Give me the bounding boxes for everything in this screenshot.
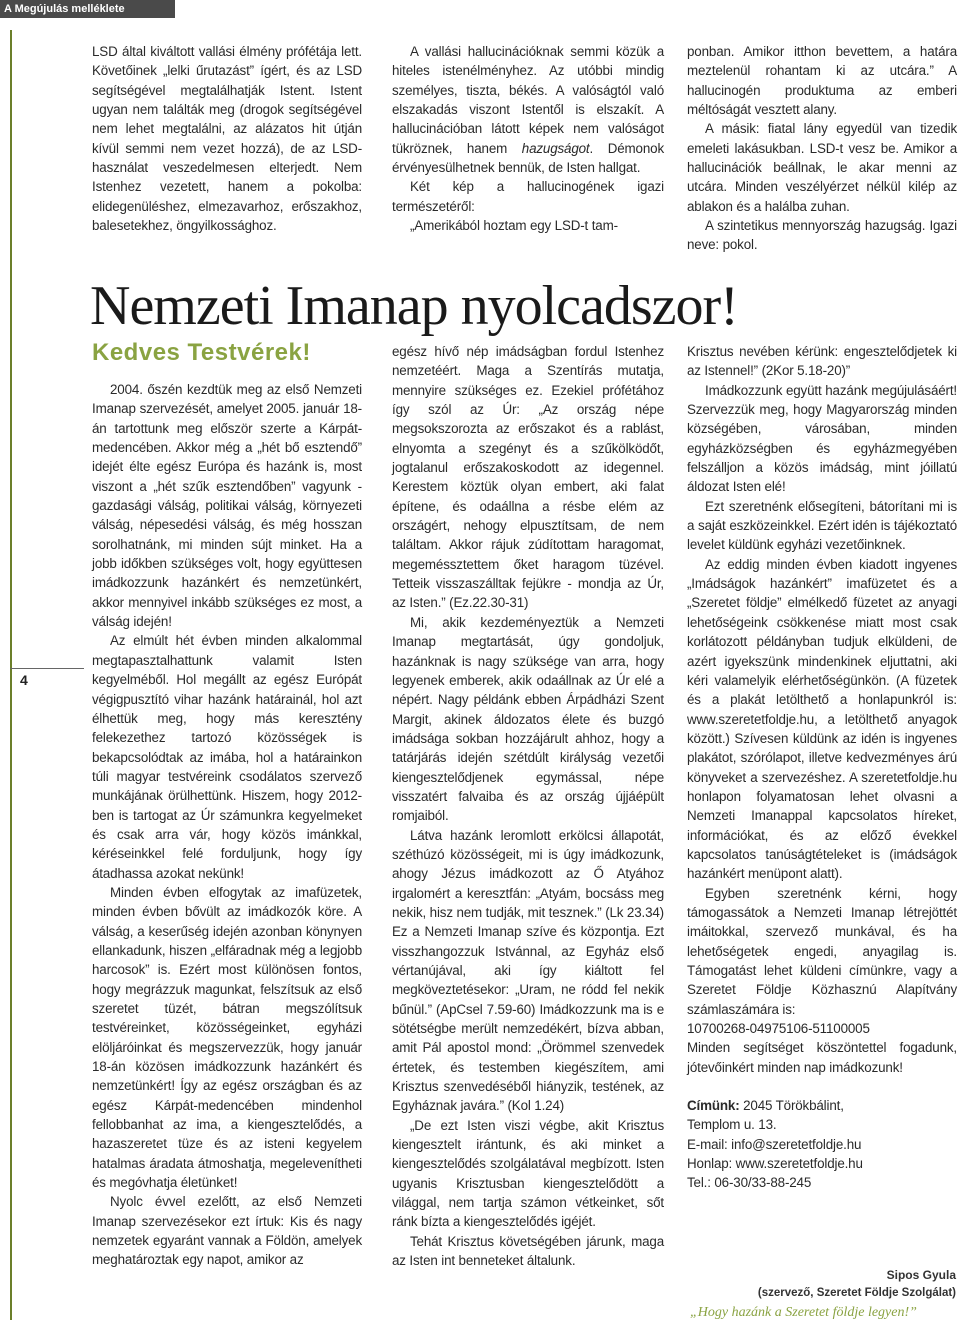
article-greeting: Kedves Testvérek! bbox=[92, 339, 311, 366]
paragraph: Tehát Krisztus követségében járunk, maga az Isten int benneteket általunk. bbox=[392, 1233, 664, 1269]
top-column-2 bbox=[392, 42, 664, 235]
text-run: . Démonok érvényesülhetnek bennük, de Isten hallgat. bbox=[392, 140, 664, 176]
paragraph: 2004. őszén kezdtük meg az első Nemzeti Imanap szervezését, amelyet 2005. január 18-án tartottunk meg először szerte a Kárpát-medencében. Akkor még a „hét bő esztendő” idejét élte egész Európa és hazánk is, most viszont a „hét szűk esztendőben” vagyunk - gazdasági válság, politikai válság, környezeti válság, népesedési válság, és még hosszan sorolhatnánk, mi minden sújt minket. Ha a jobb időkben szükséges volt, hogy együttesen imádkozzunk hazánkért és nemzetünkért, akkor mennyivel inkább szükséges ez most, a válság idején! bbox=[92, 382, 362, 630]
emphasis-text: hazugságot bbox=[521, 140, 590, 156]
top-column-1 bbox=[92, 42, 362, 235]
paragraph: „Amerikából hoztam egy LSD-t tam- bbox=[410, 218, 618, 234]
paragraph: Imádkozzunk együtt hazánk megújulásáért! Szervezzük meg, hogy Magyarország minden községében, városában, minden egyházközségben és egyházmegyében felszálljon a közös imádság, mint jóillatú áldozat Isten elé! bbox=[687, 382, 957, 495]
contact-label: Címünk: bbox=[687, 1098, 740, 1114]
article-column-3 bbox=[687, 342, 957, 1193]
slogan: „Hogy hazánk a Szeretet földje legyen!” bbox=[690, 1305, 917, 1320]
paragraph: Látva hazánk leromlott erkölcsi állapotát, széthúzó közösségeit, mi is úgy imádkozunk, ahogy Jézus imádkozott az Ő Atyához irgalomért a keresztfán: „Atyám, bocsáss meg nekik, hisz nem tudják, mit tesznek.” (Lk 23.34) Ez a Nemzeti Imanap szíve és központja. Ezt visszhangozzuk Istvánnal, az Egyház első vértanújával, aki így kiáltott fel megköveztetésekor: „Uram, ne ródd fel nekik bűnül.” (ApCsel 7.59-60) Imádkozzunk ma is e sötétségbe merült nemzedékért, bízva abban, amit Pál apostol mond: „Örömmel szenvedek értetek, és testemben kiegészítem, ami Krisztus szenvedéséből hiányzik, testének, az Egyháznak javára.” (Kol 1.24) bbox=[392, 827, 664, 1114]
paragraph bbox=[392, 42, 664, 177]
paragraph: Minden évben elfogytak az imafüzetek, minden évben bővült az imádkozók köre. A válság, a keserűség idején azonban könynyen ellankadunk, hiszen „elfáradnak még a legjobb harcosok” is. Ezért most különösen fontos, hogy megrázzuk magunkat, felszítsuk az első szeretet tüzét, bátran megszólítsuk testvéreinket, közösségeinket, egyházi elöljáróinkat és megszervezzük, hogy január 18-án közösen imádkozzunk hazánkért és nemzetünkért! Így az egész országban és az egész Kárpát-medencében mindenhol fellobbanhat az ima, a kiengesztelődés, a hazaszeretet tüze és az isteni kegyelem hatalmas áradata átmoshatja, megelevenítheti és megóvhatja életünket! bbox=[92, 884, 362, 1191]
margin-rule bbox=[10, 30, 12, 1320]
paragraph: Krisztus nevében kérünk: engesztelődjetek ki az Istennel!” (2Kor 5.18-20)” bbox=[687, 344, 957, 379]
text-run: A vallási hallucinációknak semmi közük a hiteles istenélményhez. Az utóbbi mindig személyes, tiszta, békés. A valóságtól való elszakadás viszont Istentől is elszakít. A hallucinációban látott képek nem valóságot tükröznek, hanem bbox=[392, 44, 664, 156]
paragraph: LSD által kiváltott vallási élmény prófétája lett. Követőinek „lelki űrutazást” ígért, és az LSD segítségével megtalálhatják Istent. Istent ugyan nem találták meg (drogok segítségével nem lehet megtalálni, az alázatos hit útján kívül semmi nem vezet hozzá), de az LSD-használat veszedelmesen elterjedt. Nem Istenhez vezetett, hanem a pokolba: elidegenüléshez, elmezavarhoz, erőszakhoz, balesetekhez, öngyilkossághoz. bbox=[92, 44, 362, 234]
contact-website: Honlap: www.szeretetfoldje.hu bbox=[687, 1156, 863, 1172]
contact-address-1: 2045 Törökbálint, bbox=[743, 1098, 844, 1114]
bank-account-number: 10700268-04975106-51100005 bbox=[687, 1021, 870, 1037]
article-title: Nemzeti Imanap nyolcadszor! bbox=[90, 275, 738, 337]
paragraph: Az elmúlt hét évben minden alkalommal megtapasztalhattunk valamit Isten kegyelméből. Hol megállt az egész Európát végigpusztító vihar hazánk határainál, hol azt élhettük meg, hogy más keresztény felekezethez tartozó közösségek is bekapcsolódtak az imába, hol a határainkon túli magyar testvéreink csodálatos szervező munkájának örülhettünk. Hiszem, hogy 2012-ben is tartogat az Úr számunkra kegyelmeket és csak arra vár, hogy közös imánkkal, kéréseinkkel felé forduljunk, hogy így átadhassa azokat nekünk! bbox=[92, 633, 362, 881]
contact-email: E-mail: info@szeretetfoldje.hu bbox=[687, 1136, 862, 1152]
paragraph: Nyolc évvel ezelőtt, az első Nemzeti Imanap szervezésekor ezt írtuk: Kis és nagy nemzetek egyaránt vannak a Földön, amelyek meghatároztak egy napot, amikor az bbox=[92, 1194, 362, 1268]
paragraph: Az eddig minden évben kiadott ingyenes „Imádságok hazánkért” imafüzetet és a „Szeretet földje” elmélkedő füzetet az anyagi lehetőségeink csökkenése miatt most csak korlátozott példányban tudjuk elküldeni, de azért igyekszünk mindenkinek eljuttatni, aki kéri valamelyik elérhetőségünkön. (A füzetek és a plakát letölthető a honlapunkról is: www.szeretetfoldje.hu, a letölthető anyagok között.) Szívesen küldünk az idén is ingyenes plakátot, szórólapot, illetve kedvezményes árú könyveket a szervezéshez. A szeretetfoldje.hu honlapon folyamatosan lehet olvasni a Nemzeti Imanappal kapcsolatos híreket, információkat, és az előző évekkel kapcsolatos tanúságtételeket is (imádságok hazánkért menüpont alatt). bbox=[687, 556, 957, 882]
supplement-header-label: A Megújulás melléklete bbox=[4, 3, 125, 15]
paragraph: ponban. Amikor itthon bevettem, a határa meztelenül rohantam ki az utcára.” A hallucinogén produktuma az emberi méltóságát vesztett alany. bbox=[687, 44, 957, 118]
contact-phone: Tel.: 06-30/33-88-245 bbox=[687, 1175, 812, 1191]
article-column-2 bbox=[392, 342, 664, 1271]
paragraph: Ezt szeretnénk elősegíteni, bátorítani mi is a saját eszközeinkkel. Ezért idén is tájékoztató levelet küldünk egyházi vezetőinknek. bbox=[687, 498, 957, 553]
paragraph: Egyben szeretnénk kérni, hogy támogassátok a Nemzeti Imanap létrejöttét imáitokkal, szervező munkával, és ha lehetőségetek engedi, anyagilag is. Támogatást lehet küldeni címünkre, vagy a Szeretet Földje Közhasznú Alapítvány számlaszámára is: bbox=[687, 885, 957, 1017]
signature-name: Sipos Gyula bbox=[886, 1268, 956, 1282]
contact-address-2: Templom u. 13. bbox=[687, 1117, 777, 1133]
paragraph: Két kép a hallucinogének igazi természetéről: bbox=[392, 179, 664, 214]
contact-address-line bbox=[687, 1096, 957, 1115]
signature-organization: (szervező, Szeretet Földje Szolgálat) bbox=[757, 1287, 956, 1299]
paragraph: egész hívő nép imádságban fordul Istenhez nemzetéért. Maga a Szentírás mutatja, mennyire szükséges ez. Ezekiel prófétához így szól az Úr: „Az ország népe megsokszorozta az erőszakot és a rablást, elnyomta a szegényt és a szűkölködőt, jogtalanul erőszakoskodott az idegennel. Kerestem köztük olyan embert, aki falat építene, és odaállna a résbe elém az országért, nehogy elpusztítsam, de nem találtam. Akkor rájuk zúdítottam haragomat, megeméssztettem őket haragom tüzével. Tetteik visszaszálltak fejükre - mondja az Úr, az Isten.” (Ez.22.30-31) bbox=[392, 344, 664, 611]
article-column-1 bbox=[92, 380, 362, 1270]
page-number-rule bbox=[10, 668, 84, 669]
paragraph: A másik: fiatal lány egyedül van tizedik emeleti lakásukban. LSD-t vesz be. Amikor a hallucinációk beállnak, le akar menni az utcára. Minden veszélyérzet nélkül kilép az ablakon és a halálba zuhan. bbox=[687, 121, 957, 214]
supplement-header bbox=[0, 0, 175, 18]
paragraph: Mi, akik kezdeményeztük a Nemzeti Imanap megtartását, úgy gondoljuk, hazánknak is nagy szüksége van arra, hogy legyenek emberek, akik odaállnak az Úr elé a népért. Nagy példánk ebben Árpádházi Szent Margit, akinek áldozatos élete és buzgó imádsága sokban hozzájárult ahhoz, hogy a tatárjárás idején szétdúlt királyság vezetői kiengesztelődjenek egymással, népe visszatért falvaiba és az ország újjáépült romjaiból. bbox=[392, 614, 664, 824]
paragraph: A szintetikus mennyország hazugság. Igazi neve: pokol. bbox=[687, 218, 957, 253]
page-number: 4 bbox=[20, 672, 28, 688]
top-column-3 bbox=[687, 42, 957, 255]
paragraph: „De ezt Isten viszi végbe, akit Krisztus kiengesztelt irántunk, és aki minket a kiengesztelődés szolgálatával megbízott. Isten ugyanis Krisztusban kiengesztelődött a világgal, nem tartja számon vétkeinket, sőt ránk bízta a kiengesztelődés igéjét. bbox=[392, 1117, 664, 1230]
paragraph: Minden segítséget köszöntettel fogadunk, jótevőinkért minden nap imádkozunk! bbox=[687, 1040, 957, 1075]
